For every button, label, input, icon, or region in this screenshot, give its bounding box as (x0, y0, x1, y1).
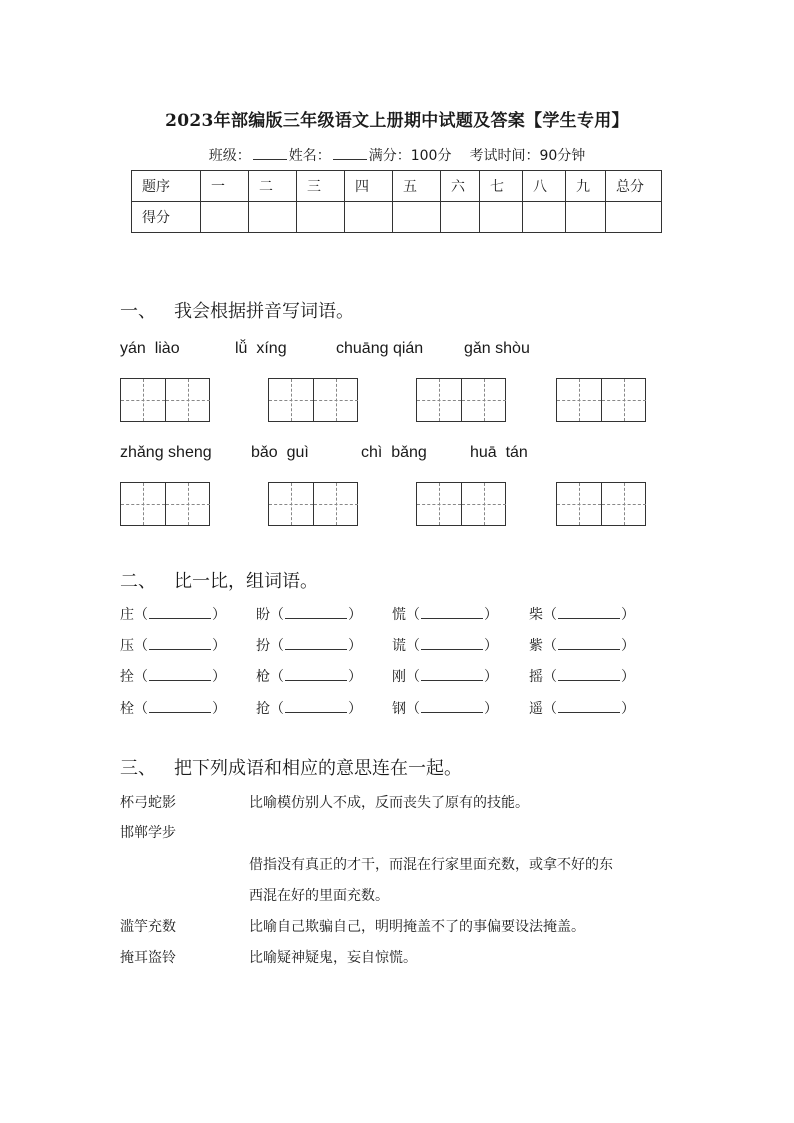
answer-blank[interactable] (421, 637, 483, 650)
compare-item: 摇（ ） (529, 669, 635, 685)
answer-blank[interactable] (285, 637, 347, 650)
class-label: 班级： (208, 148, 251, 164)
pinyin-item: chì bǎng (361, 444, 427, 461)
header-cell: 八 (523, 171, 566, 202)
idiom-item[interactable]: 掩耳盗铃 (120, 950, 176, 966)
answer-blank[interactable] (149, 637, 211, 650)
answer-blank[interactable] (285, 606, 347, 619)
meaning-item[interactable]: 比喻自己欺骗自己，明明掩盖不了的事偏要设法掩盖。 (249, 919, 585, 935)
compare-item: 慌（ ） (392, 607, 498, 623)
section1-title: 我会根据拼音写词语。 (174, 301, 354, 322)
writing-grid[interactable] (416, 378, 506, 422)
student-info-line (0, 145, 794, 165)
class-blank[interactable] (253, 147, 287, 160)
score-cell[interactable] (480, 202, 523, 233)
compare-item: 刚（ ） (392, 669, 498, 685)
score-cell[interactable] (201, 202, 249, 233)
score-cell[interactable] (566, 202, 606, 233)
header-cell: 四 (345, 171, 393, 202)
score-cell[interactable] (606, 202, 662, 233)
answer-blank[interactable] (149, 606, 211, 619)
full-score: 满分：100分 (368, 148, 452, 164)
writing-grid[interactable] (268, 482, 358, 526)
answer-blank[interactable] (558, 668, 620, 681)
writing-grid[interactable] (268, 378, 358, 422)
meaning-item[interactable]: 比喻疑神疑鬼，妄自惊慌。 (249, 950, 417, 966)
section2-number: 二、 (120, 571, 156, 592)
meaning-item[interactable]: 比喻模仿别人不成，反而丧失了原有的技能。 (249, 795, 529, 811)
header-cell: 总分 (606, 171, 662, 202)
section1-number: 一、 (120, 301, 156, 322)
compare-item: 栓（ ） (120, 701, 226, 717)
answer-blank[interactable] (558, 606, 620, 619)
compare-item: 遥（ ） (529, 701, 635, 717)
compare-item: 枪（ ） (256, 669, 362, 685)
answer-blank[interactable] (149, 700, 211, 713)
header-cell: 九 (566, 171, 606, 202)
idiom-item[interactable]: 滥竽充数 (120, 919, 176, 935)
page-title: 2023年部编版三年级语文上册期中试题及答案【学生专用】 (165, 111, 629, 131)
compare-item: 钢（ ） (392, 701, 498, 717)
meaning-item[interactable]: 借指没有真正的才干，而混在行家里面充数，或拿不好的东 (249, 857, 613, 873)
pinyin-item: lǚ xíng (235, 340, 287, 357)
answer-blank[interactable] (285, 700, 347, 713)
compare-item: 压（ ） (120, 638, 226, 654)
pinyin-item: huā tán (470, 444, 528, 461)
writing-grid[interactable] (120, 482, 210, 526)
section3-title: 把下列成语和相应的意思连在一起。 (174, 758, 462, 779)
section2-title: 比一比，组词语。 (174, 571, 318, 592)
header-cell: 三 (297, 171, 345, 202)
answer-blank[interactable] (421, 668, 483, 681)
pinyin-item: bǎo guì (251, 444, 309, 461)
pinyin-item: gǎn shòu (464, 340, 530, 357)
score-table (131, 170, 662, 233)
compare-item: 柴（ ） (529, 607, 635, 623)
exam-time: 考试时间：90分钟 (469, 148, 586, 164)
compare-item: 谎（ ） (392, 638, 498, 654)
writing-grid[interactable] (556, 378, 646, 422)
pinyin-item: chuāng qián (336, 340, 424, 357)
compare-item: 紫（ ） (529, 638, 635, 654)
meaning-item-continued[interactable]: 西混在好的里面充数。 (249, 888, 389, 904)
writing-grid[interactable] (556, 482, 646, 526)
answer-blank[interactable] (421, 606, 483, 619)
answer-blank[interactable] (285, 668, 347, 681)
idiom-item[interactable]: 杯弓蛇影 (120, 795, 176, 811)
score-row-label: 得分 (132, 202, 201, 233)
compare-item: 扮（ ） (256, 638, 362, 654)
pinyin-item: yán liào (120, 340, 180, 357)
answer-blank[interactable] (421, 700, 483, 713)
score-cell[interactable] (297, 202, 345, 233)
score-table-score-row (132, 202, 662, 233)
score-cell[interactable] (249, 202, 297, 233)
compare-item: 庄（ ） (120, 607, 226, 623)
compare-item: 拴（ ） (120, 669, 226, 685)
writing-grid[interactable] (416, 482, 506, 526)
name-label: 姓名： (288, 148, 331, 164)
pinyin-item: zhǎng sheng (120, 444, 212, 461)
score-cell[interactable] (441, 202, 480, 233)
header-cell: 题序 (132, 171, 201, 202)
header-cell: 五 (393, 171, 441, 202)
idiom-item[interactable]: 邯郸学步 (120, 825, 176, 841)
section3-number: 三、 (120, 758, 156, 779)
section1-heading (120, 297, 354, 323)
writing-grid[interactable] (120, 378, 210, 422)
header-cell: 六 (441, 171, 480, 202)
section2-heading (120, 567, 318, 593)
compare-item: 盼（ ） (256, 607, 362, 623)
header-cell: 一 (201, 171, 249, 202)
answer-blank[interactable] (558, 700, 620, 713)
section3-heading (120, 754, 462, 780)
score-cell[interactable] (345, 202, 393, 233)
compare-item: 抢（ ） (256, 701, 362, 717)
answer-blank[interactable] (558, 637, 620, 650)
score-cell[interactable] (523, 202, 566, 233)
answer-blank[interactable] (149, 668, 211, 681)
score-table-header-row (132, 171, 662, 202)
score-cell[interactable] (393, 202, 441, 233)
header-cell: 七 (480, 171, 523, 202)
header-cell: 二 (249, 171, 297, 202)
name-blank[interactable] (333, 147, 367, 160)
